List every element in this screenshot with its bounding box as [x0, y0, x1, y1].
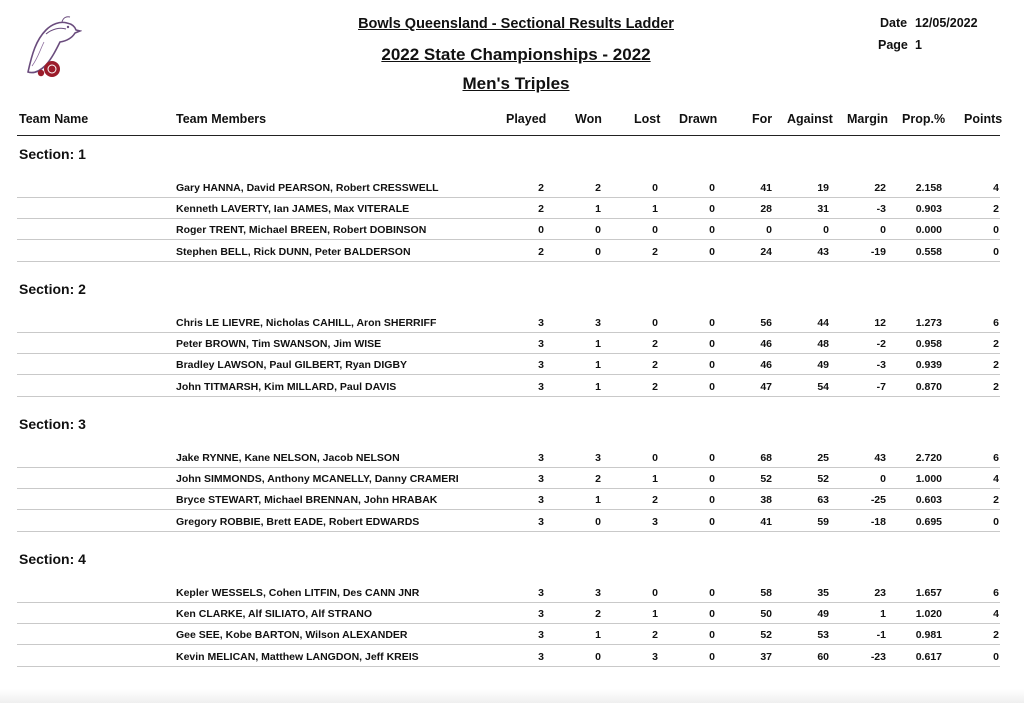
lost-cell: 2 [652, 629, 658, 641]
team-members-cell: Roger TRENT, Michael BREEN, Robert DOBINSON [176, 224, 427, 236]
row-divider [17, 602, 1000, 603]
page-label: Page [878, 38, 908, 52]
for-cell: 47 [760, 381, 772, 393]
played-cell: 3 [538, 381, 544, 393]
column-header-team-name: Team Name [19, 112, 89, 126]
lost-cell: 0 [652, 224, 658, 236]
row-divider [17, 623, 1000, 624]
column-header-margin: Margin [847, 112, 888, 126]
team-members-cell: Kevin MELICAN, Matthew LANGDON, Jeff KREIS [176, 651, 419, 663]
section-title: Section: 4 [19, 551, 86, 567]
played-cell: 3 [538, 317, 544, 329]
played-cell: 0 [538, 224, 544, 236]
won-cell: 1 [595, 203, 601, 215]
margin-cell: -18 [870, 516, 886, 528]
lost-cell: 2 [652, 338, 658, 350]
event-title: 2022 State Championships - 2022 [381, 45, 651, 64]
against-cell: 44 [817, 317, 829, 329]
row-divider [17, 488, 1000, 489]
played-cell: 2 [538, 246, 544, 258]
lost-cell: 1 [652, 203, 658, 215]
row-divider [17, 467, 1000, 468]
team-members-cell: Bryce STEWART, Michael BRENNAN, John HRABAK [176, 494, 438, 506]
margin-cell: 22 [874, 182, 886, 194]
for-cell: 37 [760, 651, 772, 663]
prop-cell: 0.981 [915, 629, 942, 641]
for-cell: 46 [760, 338, 772, 350]
prop-cell: 0.617 [915, 651, 942, 663]
points-cell: 4 [993, 182, 999, 194]
lost-cell: 2 [652, 359, 658, 371]
points-cell: 6 [993, 452, 999, 464]
against-cell: 43 [817, 246, 829, 258]
against-cell: 25 [817, 452, 829, 464]
margin-cell: 0 [880, 224, 886, 236]
column-header-drawn: Drawn [679, 112, 718, 126]
against-cell: 63 [817, 494, 829, 506]
for-cell: 0 [766, 224, 772, 236]
team-members-cell: Gregory ROBBIE, Brett EADE, Robert EDWARDS [176, 516, 420, 528]
section-title: Section: 3 [19, 416, 86, 432]
points-cell: 0 [993, 516, 999, 528]
team-members-cell: Jake RYNNE, Kane NELSON, Jacob NELSON [176, 452, 400, 464]
points-cell: 0 [993, 224, 999, 236]
margin-cell: 23 [874, 587, 886, 599]
prop-cell: 0.870 [915, 381, 942, 393]
played-cell: 3 [538, 629, 544, 641]
played-cell: 3 [538, 494, 544, 506]
prop-cell: 0.695 [915, 516, 942, 528]
for-cell: 58 [760, 587, 772, 599]
margin-cell: -1 [876, 629, 886, 641]
won-cell: 0 [595, 516, 601, 528]
against-cell: 60 [817, 651, 829, 663]
for-cell: 38 [760, 494, 772, 506]
column-header-won: Won [575, 112, 602, 126]
column-header-team-members: Team Members [176, 112, 267, 126]
against-cell: 48 [817, 338, 829, 350]
won-cell: 3 [595, 452, 601, 464]
drawn-cell: 0 [709, 473, 715, 485]
prop-cell: 0.000 [915, 224, 942, 236]
points-cell: 4 [993, 608, 999, 620]
played-cell: 3 [538, 608, 544, 620]
page-bottom-shadow [0, 689, 1024, 703]
row-divider [17, 531, 1000, 532]
section-title: Section: 2 [19, 281, 86, 297]
lost-cell: 0 [652, 587, 658, 599]
column-header-for: For [752, 112, 773, 126]
drawn-cell: 0 [709, 629, 715, 641]
row-divider [17, 332, 1000, 333]
margin-cell: -3 [876, 203, 886, 215]
drawn-cell: 0 [709, 494, 715, 506]
page-value: 1 [915, 38, 922, 52]
drawn-cell: 0 [709, 587, 715, 599]
lost-cell: 0 [652, 317, 658, 329]
against-cell: 49 [817, 359, 829, 371]
row-divider [17, 509, 1000, 510]
date-value: 12/05/2022 [915, 16, 978, 30]
prop-cell: 2.720 [915, 452, 942, 464]
points-cell: 6 [993, 587, 999, 599]
points-cell: 2 [993, 629, 999, 641]
drawn-cell: 0 [709, 651, 715, 663]
drawn-cell: 0 [709, 516, 715, 528]
margin-cell: -7 [876, 381, 886, 393]
row-divider [17, 261, 1000, 262]
points-cell: 2 [993, 359, 999, 371]
drawn-cell: 0 [709, 452, 715, 464]
played-cell: 3 [538, 338, 544, 350]
drawn-cell: 0 [709, 317, 715, 329]
lost-cell: 2 [652, 246, 658, 258]
prop-cell: 1.657 [915, 587, 942, 599]
for-cell: 68 [760, 452, 772, 464]
for-cell: 28 [760, 203, 772, 215]
points-cell: 4 [993, 473, 999, 485]
played-cell: 2 [538, 182, 544, 194]
header-divider [17, 135, 1000, 136]
column-header-against: Against [787, 112, 833, 126]
team-members-cell: Stephen BELL, Rick DUNN, Peter BALDERSON [176, 246, 411, 258]
margin-cell: -25 [870, 494, 886, 506]
for-cell: 41 [760, 516, 772, 528]
prop-cell: 1.000 [915, 473, 942, 485]
against-cell: 0 [823, 224, 829, 236]
margin-cell: 12 [874, 317, 886, 329]
played-cell: 3 [538, 516, 544, 528]
discipline-title: Men's Triples [462, 74, 570, 93]
drawn-cell: 0 [709, 182, 715, 194]
won-cell: 2 [595, 608, 601, 620]
margin-cell: -2 [876, 338, 886, 350]
team-members-cell: Gee SEE, Kobe BARTON, Wilson ALEXANDER [176, 629, 408, 641]
drawn-cell: 0 [709, 203, 715, 215]
lost-cell: 0 [652, 452, 658, 464]
for-cell: 41 [760, 182, 772, 194]
won-cell: 2 [595, 473, 601, 485]
points-cell: 2 [993, 494, 999, 506]
prop-cell: 1.273 [915, 317, 942, 329]
row-divider [17, 374, 1000, 375]
column-header-played: Played [506, 112, 547, 126]
for-cell: 50 [760, 608, 772, 620]
row-divider [17, 666, 1000, 667]
team-members-cell: Chris LE LIEVRE, Nicholas CAHILL, Aron SHERRIFF [176, 317, 437, 329]
for-cell: 52 [760, 629, 772, 641]
against-cell: 31 [817, 203, 829, 215]
played-cell: 3 [538, 452, 544, 464]
team-members-cell: Ken CLARKE, Alf SILIATO, Alf STRANO [176, 608, 372, 620]
row-divider [17, 197, 1000, 198]
margin-cell: -23 [870, 651, 886, 663]
for-cell: 24 [760, 246, 772, 258]
prop-cell: 0.903 [915, 203, 942, 215]
row-divider [17, 644, 1000, 645]
prop-cell: 0.939 [915, 359, 942, 371]
against-cell: 19 [817, 182, 829, 194]
won-cell: 1 [595, 359, 601, 371]
points-cell: 6 [993, 317, 999, 329]
points-cell: 2 [993, 203, 999, 215]
team-members-cell: John TITMARSH, Kim MILLARD, Paul DAVIS [176, 381, 397, 393]
prop-cell: 1.020 [915, 608, 942, 620]
won-cell: 0 [595, 246, 601, 258]
won-cell: 0 [595, 224, 601, 236]
for-cell: 52 [760, 473, 772, 485]
row-divider [17, 353, 1000, 354]
won-cell: 1 [595, 629, 601, 641]
row-divider [17, 239, 1000, 240]
won-cell: 3 [595, 587, 601, 599]
prop-cell: 2.158 [915, 182, 942, 194]
played-cell: 3 [538, 651, 544, 663]
lost-cell: 3 [652, 651, 658, 663]
for-cell: 56 [760, 317, 772, 329]
margin-cell: 1 [880, 608, 886, 620]
margin-cell: 0 [880, 473, 886, 485]
against-cell: 59 [817, 516, 829, 528]
points-cell: 0 [993, 246, 999, 258]
drawn-cell: 0 [709, 608, 715, 620]
margin-cell: -3 [876, 359, 886, 371]
lost-cell: 1 [652, 473, 658, 485]
column-header-points: Points [964, 112, 1003, 126]
points-cell: 0 [993, 651, 999, 663]
won-cell: 1 [595, 338, 601, 350]
against-cell: 52 [817, 473, 829, 485]
prop-cell: 0.603 [915, 494, 942, 506]
lost-cell: 2 [652, 494, 658, 506]
drawn-cell: 0 [709, 224, 715, 236]
drawn-cell: 0 [709, 246, 715, 258]
drawn-cell: 0 [709, 359, 715, 371]
team-members-cell: Gary HANNA, David PEARSON, Robert CRESSWELL [176, 182, 439, 194]
lost-cell: 2 [652, 381, 658, 393]
column-header-prop: Prop.% [902, 112, 946, 126]
lost-cell: 0 [652, 182, 658, 194]
against-cell: 35 [817, 587, 829, 599]
won-cell: 3 [595, 317, 601, 329]
points-cell: 2 [993, 381, 999, 393]
row-divider [17, 396, 1000, 397]
won-cell: 2 [595, 182, 601, 194]
won-cell: 1 [595, 381, 601, 393]
team-members-cell: Kepler WESSELS, Cohen LITFIN, Des CANN JNR [176, 587, 420, 599]
prop-cell: 0.558 [915, 246, 942, 258]
margin-cell: 43 [874, 452, 886, 464]
points-cell: 2 [993, 338, 999, 350]
team-members-cell: John SIMMONDS, Anthony MCANELLY, Danny CRAMERI [176, 473, 459, 485]
for-cell: 46 [760, 359, 772, 371]
row-divider [17, 218, 1000, 219]
won-cell: 0 [595, 651, 601, 663]
team-members-cell: Peter BROWN, Tim SWANSON, Jim WISE [176, 338, 382, 350]
section-title: Section: 1 [19, 146, 86, 162]
prop-cell: 0.958 [915, 338, 942, 350]
against-cell: 54 [817, 381, 829, 393]
margin-cell: -19 [870, 246, 886, 258]
against-cell: 53 [817, 629, 829, 641]
played-cell: 3 [538, 587, 544, 599]
date-label: Date [880, 16, 908, 30]
against-cell: 49 [817, 608, 829, 620]
team-members-cell: Bradley LAWSON, Paul GILBERT, Ryan DIGBY [176, 359, 408, 371]
played-cell: 2 [538, 203, 544, 215]
played-cell: 3 [538, 359, 544, 371]
lost-cell: 3 [652, 516, 658, 528]
drawn-cell: 0 [709, 338, 715, 350]
played-cell: 3 [538, 473, 544, 485]
team-members-cell: Kenneth LAVERTY, Ian JAMES, Max VITERALE [176, 203, 410, 215]
lost-cell: 1 [652, 608, 658, 620]
report-title: Bowls Queensland - Sectional Results Ladder [358, 16, 674, 32]
column-header-lost: Lost [634, 112, 661, 126]
drawn-cell: 0 [709, 381, 715, 393]
won-cell: 1 [595, 494, 601, 506]
